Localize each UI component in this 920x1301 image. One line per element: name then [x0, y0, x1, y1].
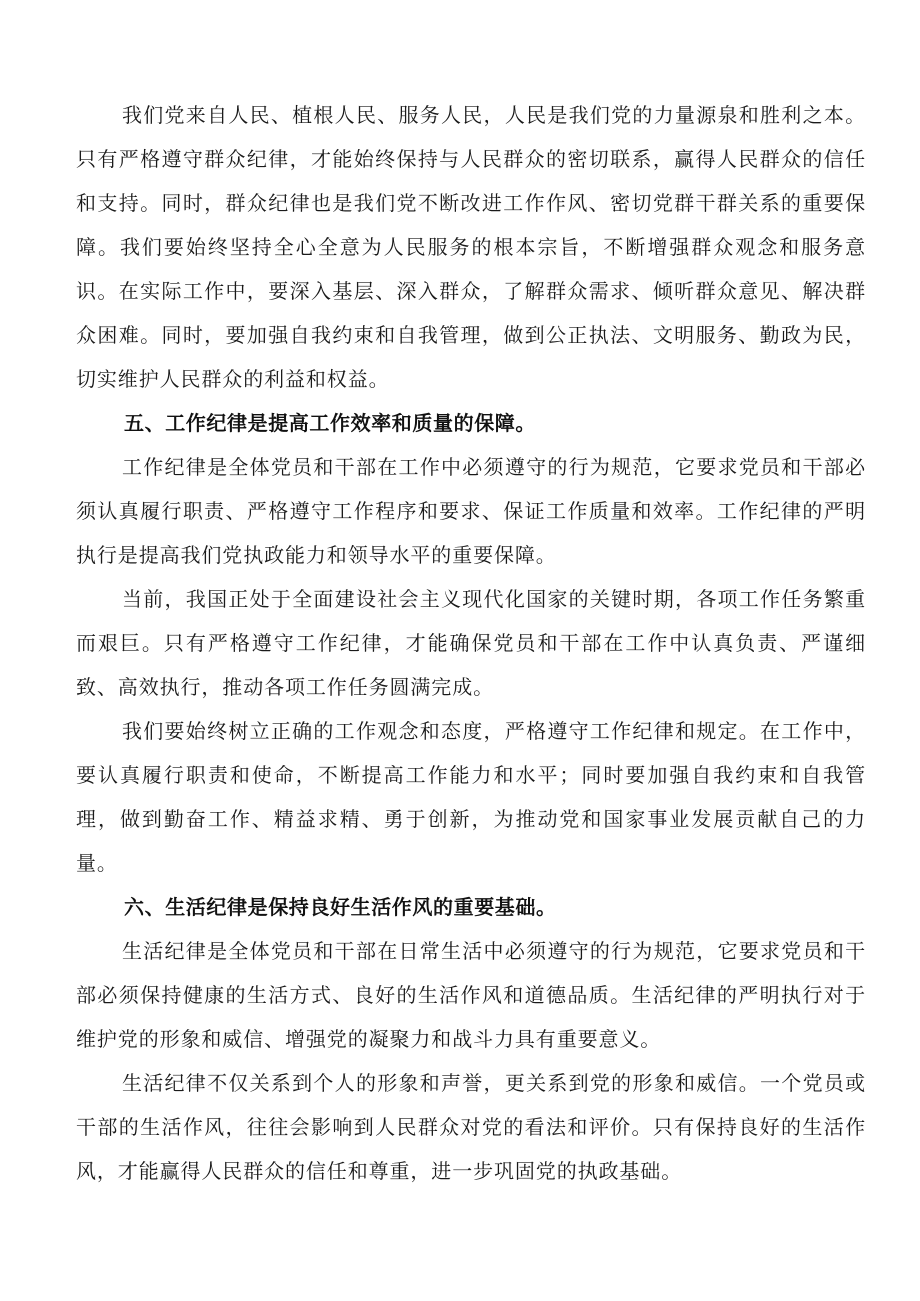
document-body: [76, 93, 866, 1193]
section-heading-work-discipline: 五、工作纪律是提高工作效率和质量的保障。: [124, 411, 536, 435]
paragraph-life-discipline-definition: 生活纪律是全体党员和干部在日常生活中必须遵守的行为规范，它要求党员和干部必须保持健康的生活方式、良好的生活作风和道德品质。生活纪律的严明执行对于维护党的形象和威信、增强党的凝聚力和战斗力具有重要意义。: [76, 939, 866, 1051]
paragraph-work-discipline-attitude: 我们要始终树立正确的工作观念和态度，严格遵守工作纪律和规定。在工作中，要认真履行职责和使命，不断提高工作能力和水平；同时要加强自我约束和自我管理，做到勤奋工作、精益求精、勇于创新，为推动党和国家事业发展贡献自己的力量。: [76, 719, 866, 875]
paragraph-mass-discipline: 我们党来自人民、植根人民、服务人民，人民是我们党的力量源泉和胜利之本。只有严格遵守群众纪律，才能始终保持与人民群众的密切联系，赢得人民群众的信任和支持。同时，群众纪律也是我们党不断改进工作作风、密切党群干群关系的重要保障。我们要始终坚持全心全意为人民服务的根本宗旨，不断增强群众观念和服务意识。在实际工作中，要深入基层、深入群众，了解群众需求、倾听群众意见、解决群众困难。同时，要加强自我约束和自我管理，做到公正执法、文明服务、勤政为民，切实维护人民群众的利益和权益。: [76, 103, 866, 391]
paragraph-work-discipline-current-period: 当前，我国正处于全面建设社会主义现代化国家的关键时期，各项工作任务繁重而艰巨。只有严格遵守工作纪律，才能确保党员和干部在工作中认真负责、严谨细致、高效执行，推动各项工作任务圆满完成。: [76, 587, 866, 699]
section-heading-life-discipline: 六、生活纪律是保持良好生活作风的重要基础。: [124, 895, 557, 919]
paragraph-work-discipline-definition: 工作纪律是全体党员和干部在工作中必须遵守的行为规范，它要求党员和干部必须认真履行职责、严格遵守工作程序和要求、保证工作质量和效率。工作纪律的严明执行是提高我们党执政能力和领导水平的重要保障。: [76, 455, 866, 567]
paragraph-life-discipline-image: 生活纪律不仅关系到个人的形象和声誉，更关系到党的形象和威信。一个党员或干部的生活作风，往往会影响到人民群众对党的看法和评价。只有保持良好的生活作风，才能赢得人民群众的信任和尊重，进一步巩固党的执政基础。: [76, 1071, 866, 1183]
